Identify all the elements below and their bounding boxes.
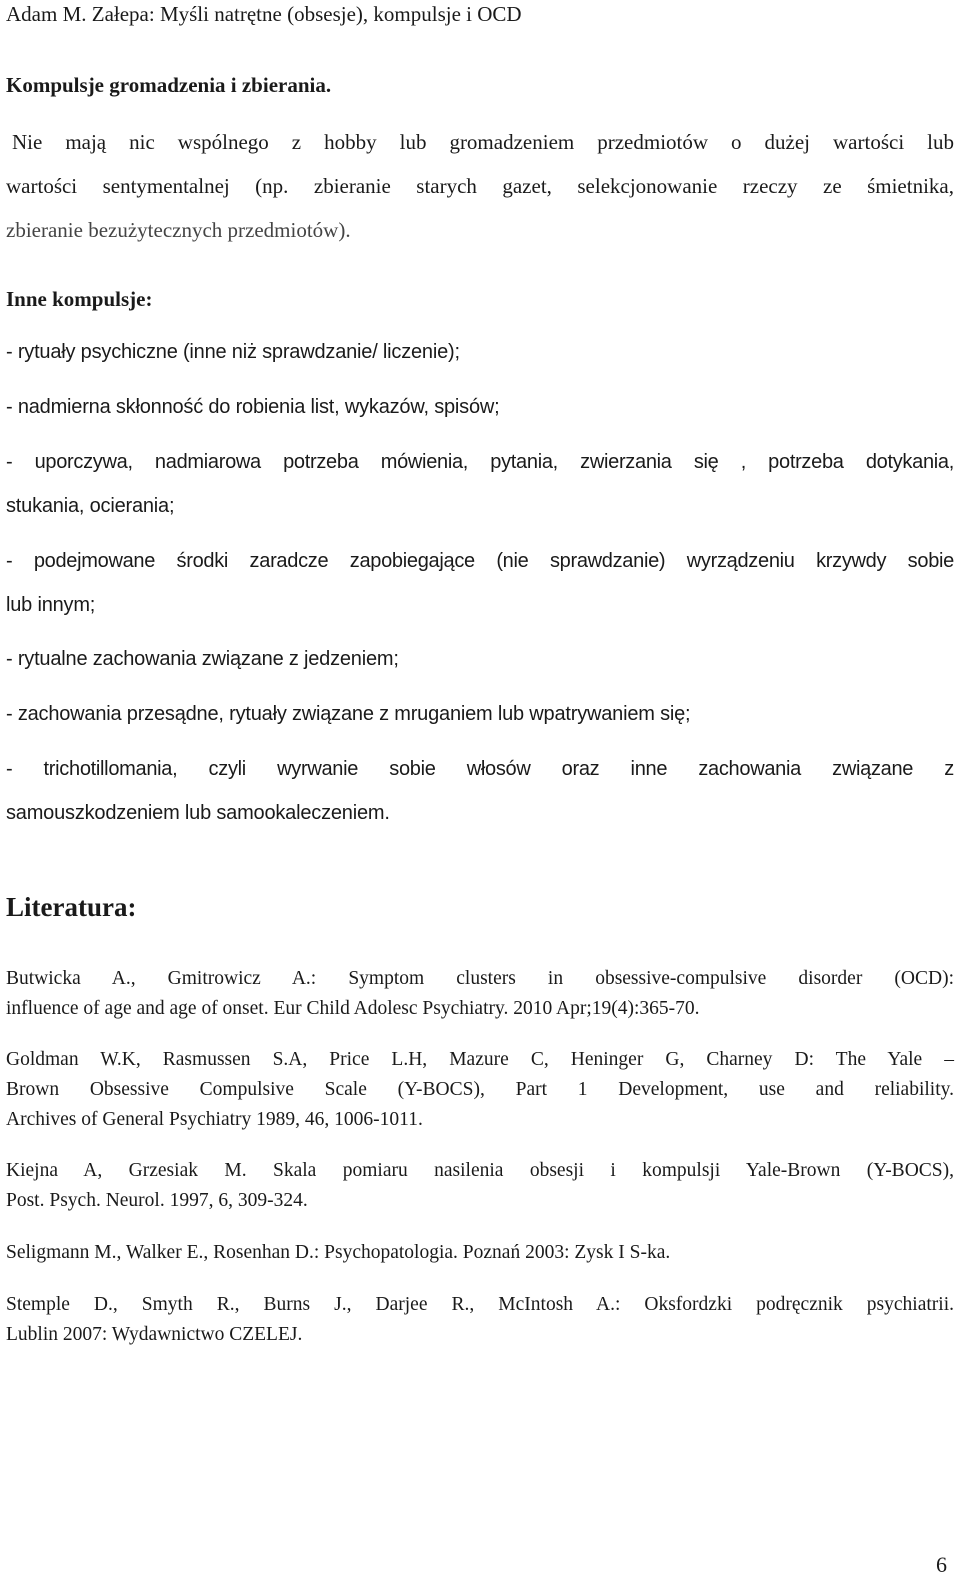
section-heading-hoarding: Kompulsje gromadzenia i zbierania. [6, 73, 332, 97]
page-number: 6 [936, 1552, 947, 1577]
reference-line: Stemple D., Smyth R., Burns J., Darjee R., McIntosh A.: Oksfordzki podręcznik psychiatrii. [6, 1294, 954, 1315]
page-header: Adam M. Załepa: Myśli natrętne (obsesje), kompulsje i OCD [6, 2, 522, 26]
list-item: - uporczywa, nadmiarowa potrzeba mówienia, pytania, zwierzania się , potrzeba dotykania, [6, 451, 954, 473]
reference-line: influence of age and age of onset. Eur Child Adolesc Psychiatry. 2010 Apr;19(4):365-70. [6, 998, 700, 1019]
list-item: - trichotillomania, czyli wyrwanie sobie włosów oraz inne zachowania związane z [6, 758, 954, 780]
reference-line: Post. Psych. Neurol. 1997, 6, 309-324. [6, 1190, 308, 1211]
reference-line: Lublin 2007: Wydawnictwo CZELEJ. [6, 1324, 303, 1345]
list-item: - podejmowane środki zaradcze zapobiegające (nie sprawdzanie) wyrządzeniu krzywdy sobie [6, 550, 954, 572]
list-item: - zachowania przesądne, rytuały związane z mruganiem lub wpatrywaniem się; [6, 703, 691, 725]
reference-line: Butwicka A., Gmitrowicz A.: Symptom clusters in obsessive-compulsive disorder (OCD): [6, 968, 954, 989]
paragraph-line: wartości sentymentalnej (np. zbieranie starych gazet, selekcjonowanie rzeczy ze śmietnika, [6, 174, 954, 198]
list-item-continuation: stukania, ocierania; [6, 495, 175, 517]
paragraph-line: Nie mają nic wspólnego z hobby lub gromadzeniem przedmiotów o dużej wartości lub [12, 130, 954, 154]
list-item: - nadmierna skłonność do robienia list, wykazów, spisów; [6, 396, 500, 418]
reference-line: Brown Obsessive Compulsive Scale (Y-BOCS), Part 1 Development, use and reliability. [6, 1079, 954, 1100]
list-item-continuation: lub innym; [6, 594, 96, 616]
list-item: - rytuały psychiczne (inne niż sprawdzanie/ liczenie); [6, 341, 460, 363]
reference-line: Seligmann M., Walker E., Rosenhan D.: Psychopatologia. Poznań 2003: Zysk I S-ka. [6, 1242, 671, 1263]
list-item: - rytualne zachowania związane z jedzeniem; [6, 648, 399, 670]
reference-line: Goldman W.K, Rasmussen S.A, Price L.H, Mazure C, Heninger G, Charney D: The Yale – [6, 1049, 954, 1070]
list-item-continuation: samouszkodzeniem lub samookaleczeniem. [6, 802, 390, 824]
section-heading-other: Inne kompulsje: [6, 287, 153, 311]
reference-line: Kiejna A, Grzesiak M. Skala pomiaru nasilenia obsesji i kompulsji Yale-Brown (Y-BOCS), [6, 1160, 954, 1181]
literature-heading: Literatura: [6, 892, 137, 922]
paragraph-line: zbieranie bezużytecznych przedmiotów). [6, 218, 351, 242]
reference-line: Archives of General Psychiatry 1989, 46, 1006-1011. [6, 1109, 423, 1130]
